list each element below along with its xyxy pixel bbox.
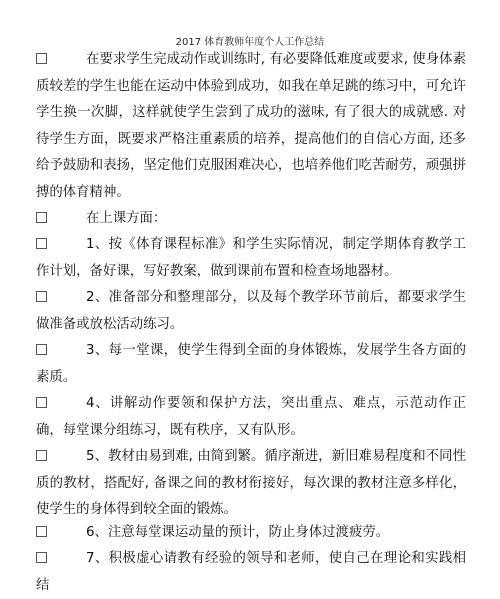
- checkbox-bullet-icon: [36, 53, 47, 64]
- checkbox-bullet-icon: [36, 397, 47, 408]
- paragraph-text: 6、注意每堂课运动量的预计，防止身体过渡疲劳。: [86, 525, 390, 540]
- paragraph-text: 在要求学生完成动作或训练时, 有必要降低难度或要求, 使身体素质较差的学生也能在运动中体验到成功，如我在单足跳的练习中，可允许学生换一次脚，这样就使学生尝到了成功的滋味, 有了很大的成就感. 对待学生方面，既要求严格注重素质的培养，提高他们的自信心方面, 还多给予鼓励和表扬，坚定他们克服困难决心，也培养他们吃苦耐劳，顽强拼搏的体育精神。: [36, 52, 466, 200]
- checkbox-bullet-icon: [36, 344, 47, 355]
- paragraph-text: 3、每一堂课，使学生得到全面的身体锻炼，发展学生各方面的素质。: [36, 343, 466, 385]
- document-title: 2017 体育教师年度个人工作总结: [175, 37, 325, 48]
- checkbox-bullet-icon: [36, 238, 47, 249]
- checkbox-bullet-icon: [36, 291, 47, 302]
- paragraph-7: [36, 444, 466, 524]
- paragraph-5: [36, 338, 466, 391]
- paragraph-text: 在上课方面：: [86, 211, 167, 226]
- paragraph-4: [36, 285, 466, 338]
- paragraph-6: [36, 391, 466, 444]
- paragraph-1: [36, 47, 466, 207]
- paragraph-text: 7、积极虚心请教有经验的领导和老师，使自己在理论和实践相结: [36, 551, 466, 593]
- paragraph-text: 2、准备部分和整理部分，以及每个教学环节前后，都要求学生做准备或放松活动练习。: [36, 290, 466, 332]
- paragraph-9: [36, 546, 466, 599]
- checkbox-bullet-icon: [36, 450, 47, 461]
- paragraph-8: [36, 520, 466, 547]
- paragraph-text: 4、讲解动作要领和保护方法，突出重点、难点，示范动作正确，每堂课分组练习，既有秩序，又有队形。: [36, 396, 466, 438]
- paragraph-3: [36, 232, 466, 285]
- paragraph-text: 5、教材由易到难, 由简到繁。循序渐进，新旧难易程度和不同性质的教材，搭配好, 备课之间的教材衔接好，每次课的教材注意多样化，使学生的身体得到较全面的锻炼。: [36, 449, 466, 518]
- paragraph-2: [36, 206, 466, 233]
- paragraph-text: 1、按《体育课程标准》和学生实际情况，制定学期体育教学工作计划，备好课，写好教案，做到课前布置和检查场地器材。: [36, 237, 466, 279]
- checkbox-bullet-icon: [36, 526, 47, 537]
- checkbox-bullet-icon: [36, 212, 47, 223]
- checkbox-bullet-icon: [36, 552, 47, 563]
